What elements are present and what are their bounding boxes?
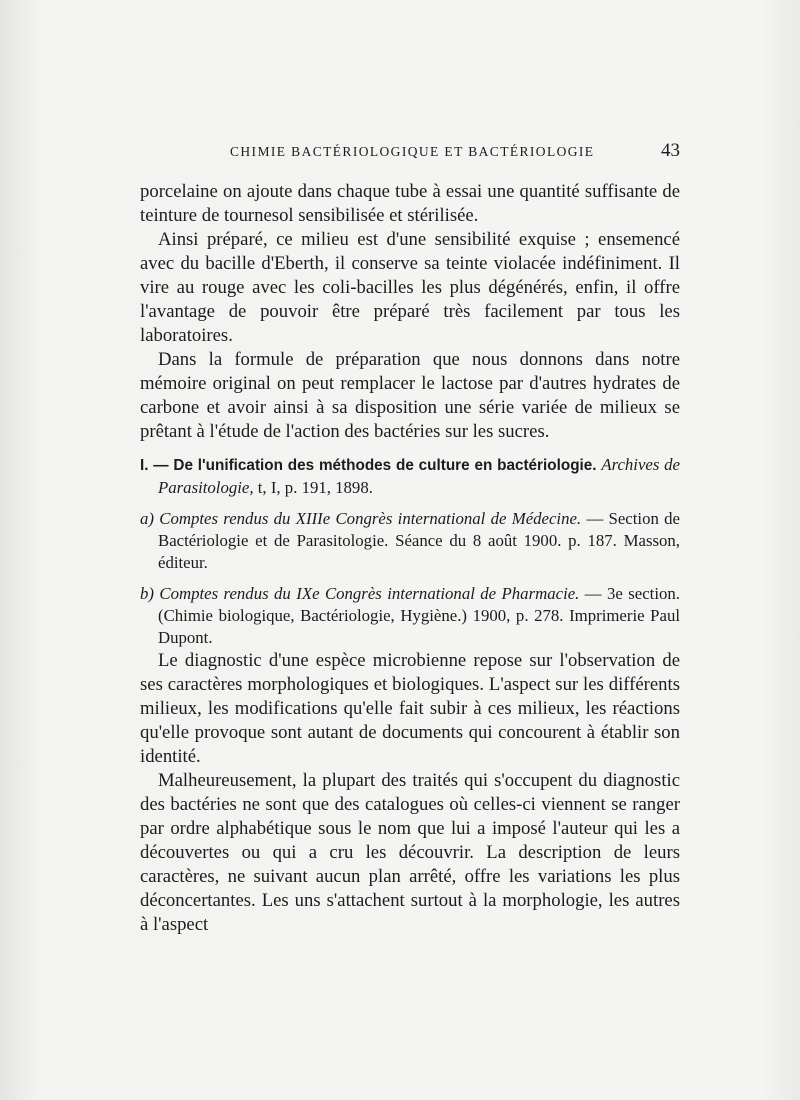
paragraph-1: porcelaine on ajoute dans chaque tube à essai une quantité suffisante de teinture de tournesol sensibilisée et stérilisée. (140, 181, 680, 226)
reference-item-italic: Comptes rendus du XIIIe Congrès international de Médecine. (159, 509, 582, 528)
page-content (140, 140, 680, 937)
running-head: CHIMIE BACTÉRIOLOGIQUE ET BACTÉRIOLOGIE (230, 144, 595, 159)
paragraph-5: Malheureusement, la plupart des traités qui s'occupent du diagnostic des bactéries ne sont que des catalogues où celles-ci viennent se ranger par ordre alphabétique sous le nom que lui a imposé l'auteur qui les a découvertes ou qui a cru les découvrir. La description de leurs caractères, ne suivant aucun plan arrêté, offre les variations les plus déconcertantes. Les uns s'attachent surtout à la morphologie, les autres à l'aspect (140, 770, 680, 935)
reference-item-italic: Comptes rendus du IXe Congrès international de Pharmacie. (159, 584, 580, 603)
paragraph-4: Le diagnostic d'une espèce microbienne repose sur l'observation de ses caractères morphologiques et biologiques. L'aspect sur les différents milieux, les modifications qu'elle fait subir à ces milieux, les réactions qu'elle provoque sont autant de documents qui concourent à établir son identité. (140, 650, 680, 767)
page-header (140, 140, 680, 166)
reference-journal: Archives de Parasitologie, (158, 455, 680, 497)
reference-item-label: b) (140, 584, 154, 603)
reference-item-label: a) (140, 509, 154, 528)
page-body (140, 180, 680, 937)
paragraph-2: Ainsi préparé, ce milieu est d'une sensibilité exquise ; ensemencé avec du bacille d'Eberth, il conserve sa teinte violacée indéfiniment. Il vire au rouge avec les coli-bacilles les plus dégénérés, enfin, il offre l'avantage de pouvoir être préparé très facilement par tous les laboratoires. (140, 229, 680, 346)
reference-item-b (140, 583, 680, 649)
paragraph-3: Dans la formule de préparation que nous donnons dans notre mémoire original on peut remplacer le lactose par d'autres hydrates de carbone et avoir ainsi à sa disposition une série variée de milieux se prêtant à l'étude de l'action des bactéries sur les sucres. (140, 349, 680, 442)
reference-item-a (140, 508, 680, 574)
page-number: 43 (661, 140, 680, 161)
reference-title-bold: I. — De l'unification des méthodes de culture en bactériologie. (140, 457, 597, 474)
reference-citation: t, I, p. 191, 1898. (257, 478, 373, 497)
reference-item-text: — Section de Bactériologie et de Parasitologie. Séance du 8 août 1900. p. 187. Masson, éditeur. (158, 509, 680, 572)
reference-item-text: — 3e section. (Chimie biologique, Bactériologie, Hygiène.) 1900, p. 278. Imprimerie Paul Dupont. (158, 584, 680, 647)
reference-title (140, 454, 680, 499)
